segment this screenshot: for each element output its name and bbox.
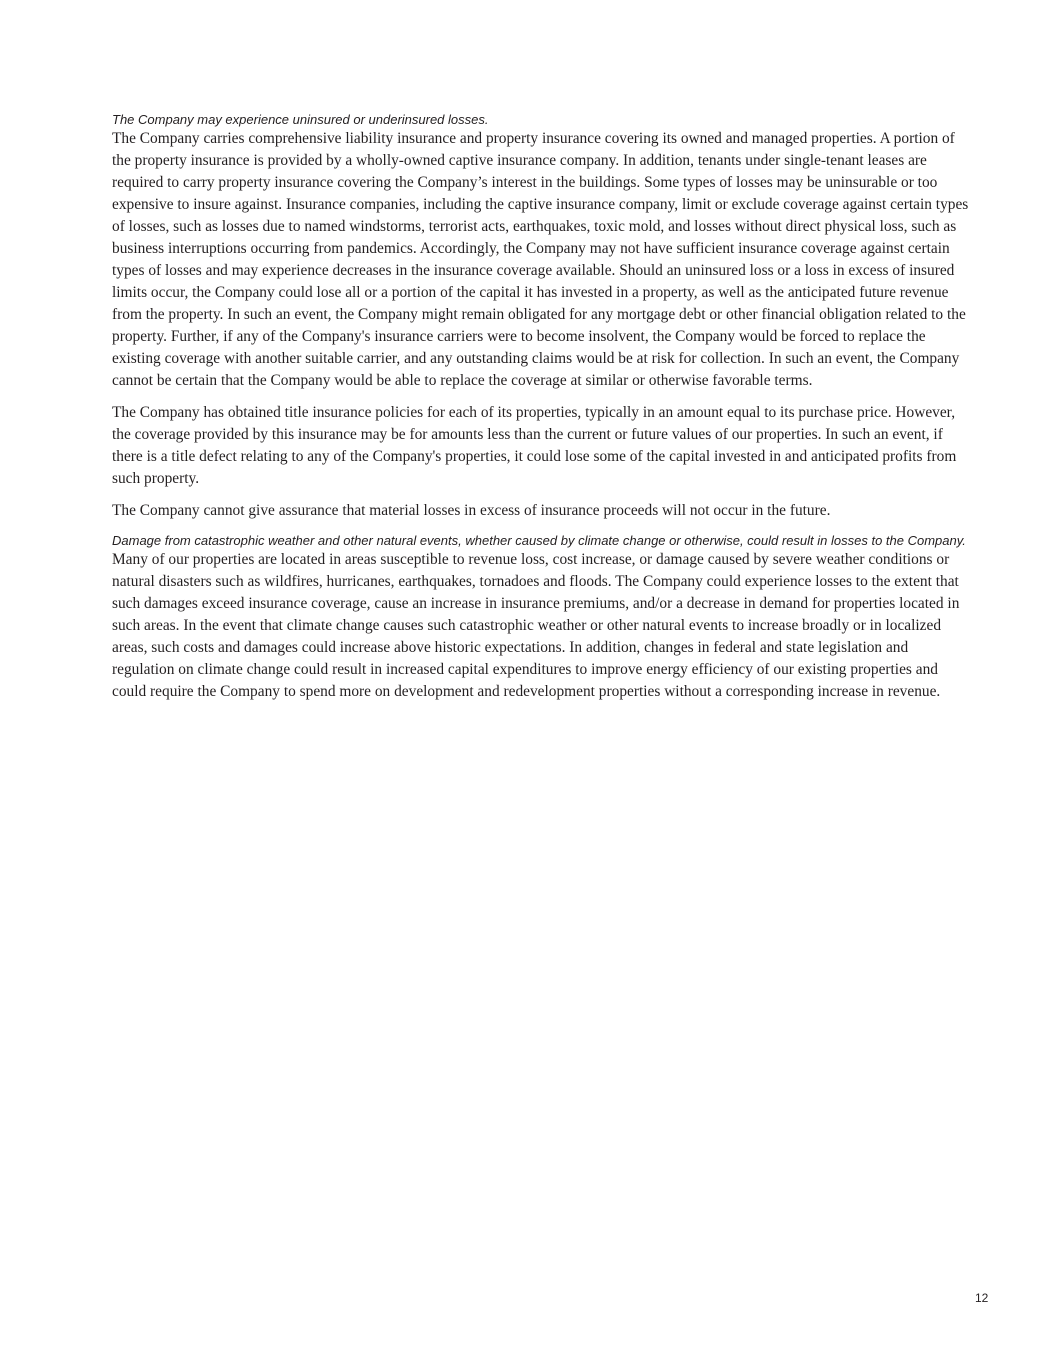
paragraph-title-insurance: The Company has obtained title insurance policies for each of its properties, typically in an amount equal to its purchase price. However, the coverage provided by this insurance may be for amounts less than the current or future values of our properties. In such an event, if there is a title defect relating to any of the Company's properties, it could lose some of the capital invested in and anticipated profits from such property.: [112, 404, 957, 487]
paragraph-spacer: [112, 392, 972, 402]
paragraph-spacer: [112, 490, 972, 500]
section-heading-uninsured-losses: The Company may experience uninsured or underinsured losses.: [112, 112, 489, 127]
paragraph-insurance-coverage: The Company carries comprehensive liability insurance and property insurance covering its owned and managed properties. A portion of the property insurance is provided by a wholly-owned captive insurance company. In addition, tenants under single-tenant leases are required to carry property insurance covering the Company’s interest in the buildings. Some types of losses may be uninsurable or too expensive to insure against. Insurance companies, including the captive insurance company, limit or exclude coverage against certain types of losses, such as losses due to named windstorms, terrorist acts, earthquakes, toxic mold, and losses without direct physical loss, such as business interruptions occurring from pandemics. Accordingly, the Company may not have sufficient insurance coverage against certain types of losses and may experience decreases in the insurance coverage available. Should an uninsured loss or a loss in excess of insured limits occur, the Company could lose all or a portion of the capital it has invested in a property, as well as the anticipated future revenue from the property. In such an event, the Company might remain obligated for any mortgage debt or other financial obligation related to the property. Further, if any of the Company's insurance carriers were to become insolvent, the Company would be forced to replace the existing coverage with another suitable carrier, and any outstanding claims would be at risk for collection. In such an event, the Company cannot be certain that the Company would be able to replace the coverage at similar or otherwise favorable terms.: [112, 130, 969, 389]
section-heading-catastrophic-weather: Damage from catastrophic weather and other natural events, whether caused by climate change or otherwise, could result in losses to the Company.: [112, 533, 966, 548]
page-number: 12: [975, 1291, 989, 1305]
document-page: [112, 111, 972, 703]
paragraph-natural-disasters: Many of our properties are located in areas susceptible to revenue loss, cost increase, or damage caused by severe weather conditions or natural disasters such as wildfires, hurricanes, earthquakes, tornadoes and floods. The Company could experience losses to the extent that such damages exceed insurance coverage, cause an increase in insurance premiums, and/or a decrease in demand for properties located in such areas. In the event that climate change causes such catastrophic weather or other natural events to increase broadly or in localized areas, such costs and damages could increase above historic expectations. In addition, changes in federal and state legislation and regulation on climate change could result in increased capital expenditures to improve energy efficiency of our existing properties and could require the Company to spend more on development and redevelopment properties without a corresponding increase in revenue.: [112, 551, 960, 700]
paragraph-spacer: [112, 522, 972, 532]
paragraph-no-assurance: The Company cannot give assurance that material losses in excess of insurance proceeds will not occur in the future.: [112, 502, 831, 519]
